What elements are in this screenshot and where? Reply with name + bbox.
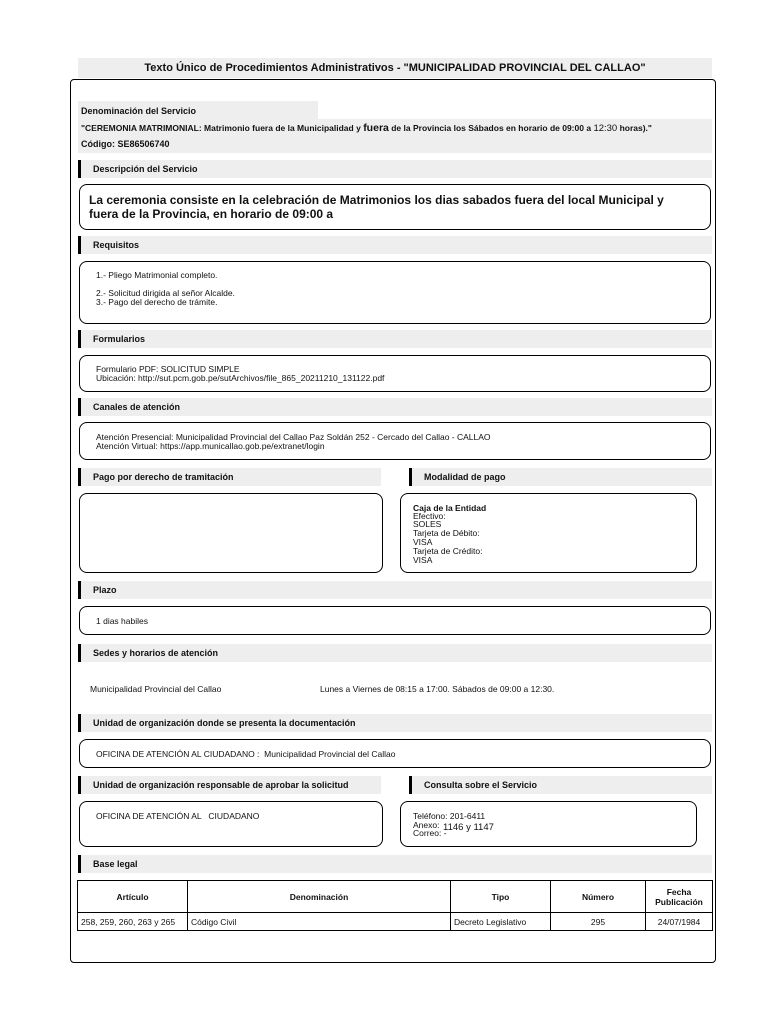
document-title: Texto Único de Procedimientos Administrativos - "MUNICIPALIDAD PROVINCIAL DEL CALLAO" — [78, 58, 712, 78]
requirement-item: 1.- Pliego Matrimonial completo. — [96, 270, 218, 280]
legal-table — [77, 880, 713, 931]
section-fee-header — [78, 468, 381, 486]
section-channels-header — [78, 398, 712, 416]
section-submit-unit-label: Unidad de organización donde se presenta la documentación — [93, 718, 356, 728]
column-header-article: Artículo — [78, 881, 188, 913]
section-inquiry-label: Consulta sobre el Servicio — [424, 780, 538, 790]
section-submit-unit-header — [78, 714, 712, 732]
section-term-label: Plazo — [93, 585, 117, 595]
column-header-type: Tipo — [451, 881, 551, 913]
description-line: fuera de la Provincia, en horario de 09:00 a — [89, 207, 334, 221]
submit-unit-value: OFICINA DE ATENCIÓN AL CIUDADANO : Municipalidad Provincial del Callao — [96, 749, 396, 759]
section-description-label: Descripción del Servicio — [93, 164, 198, 174]
section-description-header — [78, 160, 712, 178]
approve-unit-value: OFICINA DE ATENCIÓN AL CIUDADANO — [96, 811, 260, 821]
inquiry-phone: Teléfono: 201-6411 — [413, 811, 486, 821]
inquiry-annex-label: Anexo: — [413, 820, 440, 830]
section-offices-header — [78, 644, 712, 662]
payment-mode-line: VISA — [413, 555, 433, 565]
office-place: Municipalidad Provincial del Callao — [90, 684, 222, 694]
section-legal-label: Base legal — [93, 859, 138, 869]
section-inquiry-header — [409, 776, 712, 794]
term-value: 1 dias habiles — [96, 616, 148, 626]
section-requirements-header — [78, 236, 712, 254]
section-legal-header — [78, 855, 712, 873]
service-code: Código: SE86506740 — [81, 139, 170, 149]
inquiry-email: Correo: - — [413, 828, 447, 838]
channel-virtual[interactable]: Atención Virtual: https://app.municallao.gob.pe/extranet/login — [96, 441, 325, 451]
channel-presencial: Atención Presencial: Municipalidad Provincial del Callao Paz Soldán 252 - Cercado del Callao - CALLAO — [96, 432, 491, 442]
service-name-label: Denominación del Servicio — [81, 106, 197, 116]
section-approve-unit-label: Unidad de organización responsable de aprobar la solicitud — [93, 780, 349, 790]
service-name-emphasis: fuera — [363, 122, 389, 134]
payment-mode-line: VISA — [413, 537, 433, 547]
service-name-part: horas)." — [617, 123, 652, 133]
section-fee-label: Pago por derecho de tramitación — [93, 472, 234, 482]
cell-article: 258, 259, 260, 263 y 265 — [78, 913, 188, 931]
requirement-item: 2.- Solicitud dirigida al señor Alcalde. — [96, 288, 235, 298]
section-approve-unit-header — [78, 776, 381, 794]
column-header-name: Denominación — [188, 881, 451, 913]
service-name-time: 12:30 — [593, 123, 618, 134]
cell-number: 295 — [551, 913, 646, 931]
service-name-part: "CEREMONIA MATRIMONIAL: Matrimonio fuera de la Municipalidad y — [81, 123, 364, 133]
description-line: La ceremonia consiste en la celebración de Matrimonios los dias sabados fuera del local Municipal y — [89, 193, 664, 207]
payment-mode-line: SOLES — [413, 519, 442, 529]
inquiry-annex-value: 1146 y 1147 — [443, 822, 494, 833]
office-hours: Lunes a Viernes de 08:15 a 17:00. Sábados de 09:00 a 12:30. — [320, 684, 555, 694]
section-offices-label: Sedes y horarios de atención — [93, 648, 219, 658]
term-box — [79, 606, 711, 635]
description-text — [89, 193, 664, 221]
section-payment-mode-label: Modalidad de pago — [424, 472, 506, 482]
table-row — [78, 913, 713, 931]
column-header-date-line2: Publicación — [655, 896, 703, 907]
column-header-date — [646, 881, 713, 913]
form-link[interactable]: Ubicación: http://sut.pcm.gob.pe/sutArchivos/file_865_20211210_131122.pdf — [96, 373, 385, 383]
column-header-number: Número — [551, 881, 646, 913]
service-name-part: de la Provincia los Sábados en horario de 09:00 a — [388, 123, 594, 133]
payment-mode-title: Caja de la Entidad — [413, 503, 487, 513]
cell-type: Decreto Legislativo — [451, 913, 551, 931]
approve-unit-box — [79, 801, 383, 847]
payment-mode-line: Tarjeta de Crédito: — [413, 546, 483, 556]
section-term-header — [78, 581, 712, 599]
legal-table-header-row — [78, 881, 713, 913]
service-name — [81, 122, 652, 134]
cell-name: Código Civil — [188, 913, 451, 931]
payment-mode-line: Efectivo: — [413, 511, 446, 521]
section-channels-label: Canales de atención — [93, 402, 181, 412]
fee-box — [79, 493, 383, 573]
section-forms-label: Formularios — [93, 334, 146, 344]
cell-date: 24/07/1984 — [646, 913, 713, 931]
form-name: Formulario PDF: SOLICITUD SIMPLE — [96, 364, 240, 374]
section-requirements-label: Requisitos — [93, 240, 140, 250]
section-forms-header — [78, 330, 712, 348]
payment-mode-line: Tarjeta de Débito: — [413, 528, 480, 538]
section-payment-mode-header — [409, 468, 712, 486]
column-header-date-line1: Fecha — [666, 886, 692, 897]
requirement-item: 3.- Pago del derecho de trámite. — [96, 297, 218, 307]
